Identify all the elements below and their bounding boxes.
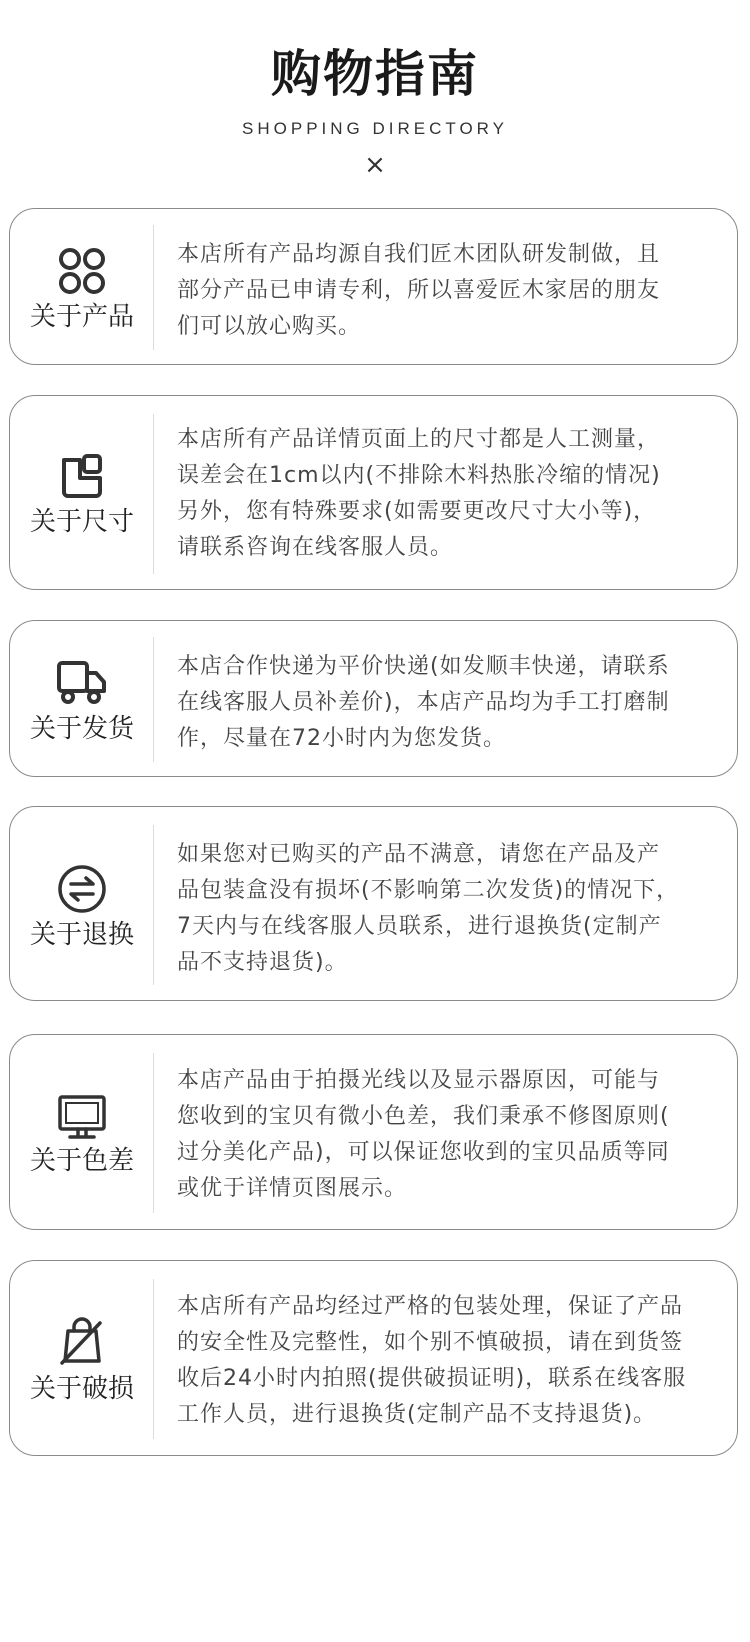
card-label: 关于尺寸 [29,507,134,537]
card-text: 本店合作快递为平价快递(如发顺丰快递，请联系 在线客服人员补差价)，本店产品均为手工打磨制 作，尽量在72小时内为您发货。 [177,654,670,751]
card-divider [153,825,154,985]
card-text: 本店所有产品详情页面上的尺寸都是人工测量， 误差会在1cm以内(不排除木料热胀冷缩的情况) 另外，您有特殊要求(如需要更改尺寸大小等)， 请联系咨询在线客服人员。 [177,427,661,560]
broken-bag-icon [56,1315,108,1367]
card-icon-column [10,621,154,776]
card-label: 关于发货 [29,714,134,744]
exchange-icon [56,863,108,915]
card-damage [9,1260,738,1456]
card-label: 关于退换 [29,920,134,950]
card-icon-column [10,1035,154,1229]
card-icon-column [10,1261,154,1455]
card-divider [153,414,154,574]
monitor-icon [56,1091,108,1143]
card-icon-column [10,807,154,1000]
card-returns [9,806,738,1001]
page-title: 购物指南 [271,45,479,103]
card-text: 本店所有产品均经过严格的包装处理，保证了产品 的安全性及完整性，如个别不慎破损，请在到货签 收后24小时内拍照(提供破损证明)，联系在线客服 工作人员，进行退换货(定制产品不支持退货)。 [177,1294,687,1427]
card-size [9,395,738,590]
card-icon-column [10,396,154,589]
size-icon [56,450,108,502]
grid-icon [56,245,108,297]
card-icon-column [10,209,154,364]
card-label: 关于色差 [29,1146,134,1176]
card-text: 本店产品由于拍摄光线以及显示器原因，可能与 您收到的宝贝有微小色差，我们秉承不修图原则( 过分美化产品)，可以保证您收到的宝贝品质等同 或优于详情页图展示。 [177,1068,670,1201]
card-color [9,1034,738,1230]
card-label: 关于破损 [29,1374,134,1404]
card-divider [153,637,154,762]
cross-mark-icon: × [364,150,386,180]
card-divider [153,1053,154,1213]
card-shipping [9,620,738,777]
card-products [9,208,738,365]
card-divider [153,225,154,350]
card-text: 如果您对已购买的产品不满意，请您在产品及产 品包装盒没有损坏(不影响第二次发货)的情况下， 7天内与在线客服人员联系，进行退换货(定制产 品不支持退货)。 [177,842,680,975]
card-text: 本店所有产品均源自我们匠木团队研发制做，且 部分产品已申请专利，所以喜爱匠木家居的朋友 们可以放心购买。 [177,242,661,339]
card-divider [153,1279,154,1439]
truck-icon [56,655,108,707]
card-label: 关于产品 [29,302,134,332]
page-subtitle: SHOPPING DIRECTORY [242,119,508,138]
